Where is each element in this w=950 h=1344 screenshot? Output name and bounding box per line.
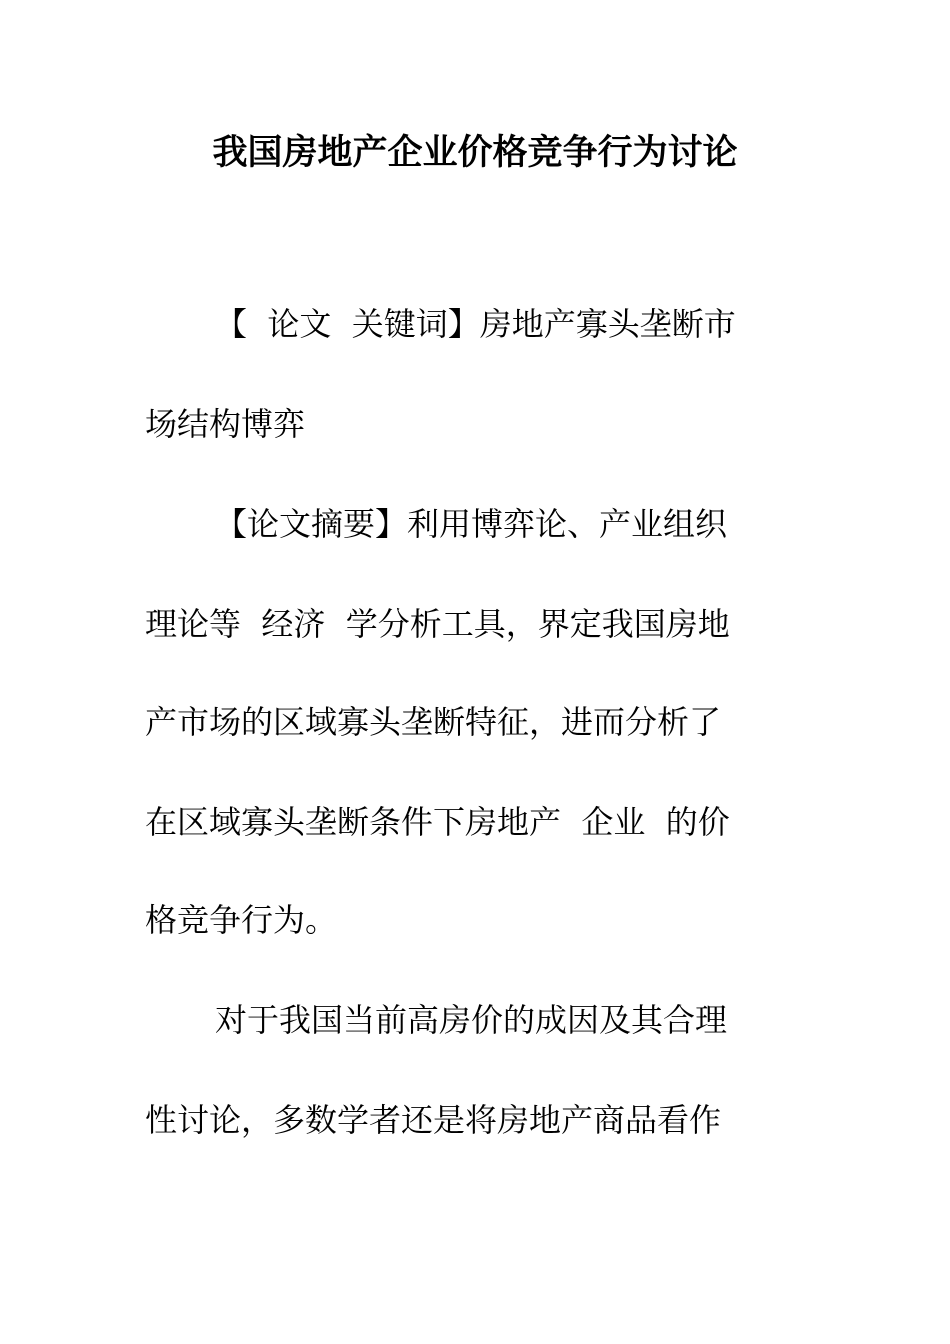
abstract-line-2: 理论等 经济 学分析工具，界定我国房地 <box>145 605 730 643</box>
keywords-line-2: 场结构博弈 <box>145 405 306 443</box>
abstract-line-5: 格竞争行为。 <box>145 901 338 939</box>
body-line-1: 对于我国当前高房价的成因及其合理 <box>215 1001 728 1039</box>
abstract-line-4: 在区域寡头垄断条件下房地产 企业 的价 <box>145 803 730 841</box>
abstract-line-1: 【论文摘要】利用博弈论、产业组织 <box>215 505 728 543</box>
keywords-line-1: 【 论文 关键词】房地产寡头垄断市 <box>215 305 736 343</box>
document-title: 我国房地产企业价格竞争行为讨论 <box>212 132 738 173</box>
body-line-2: 性讨论，多数学者还是将房地产商品看作 <box>145 1101 722 1139</box>
abstract-line-3: 产市场的区域寡头垄断特征，进而分析了 <box>145 703 722 741</box>
